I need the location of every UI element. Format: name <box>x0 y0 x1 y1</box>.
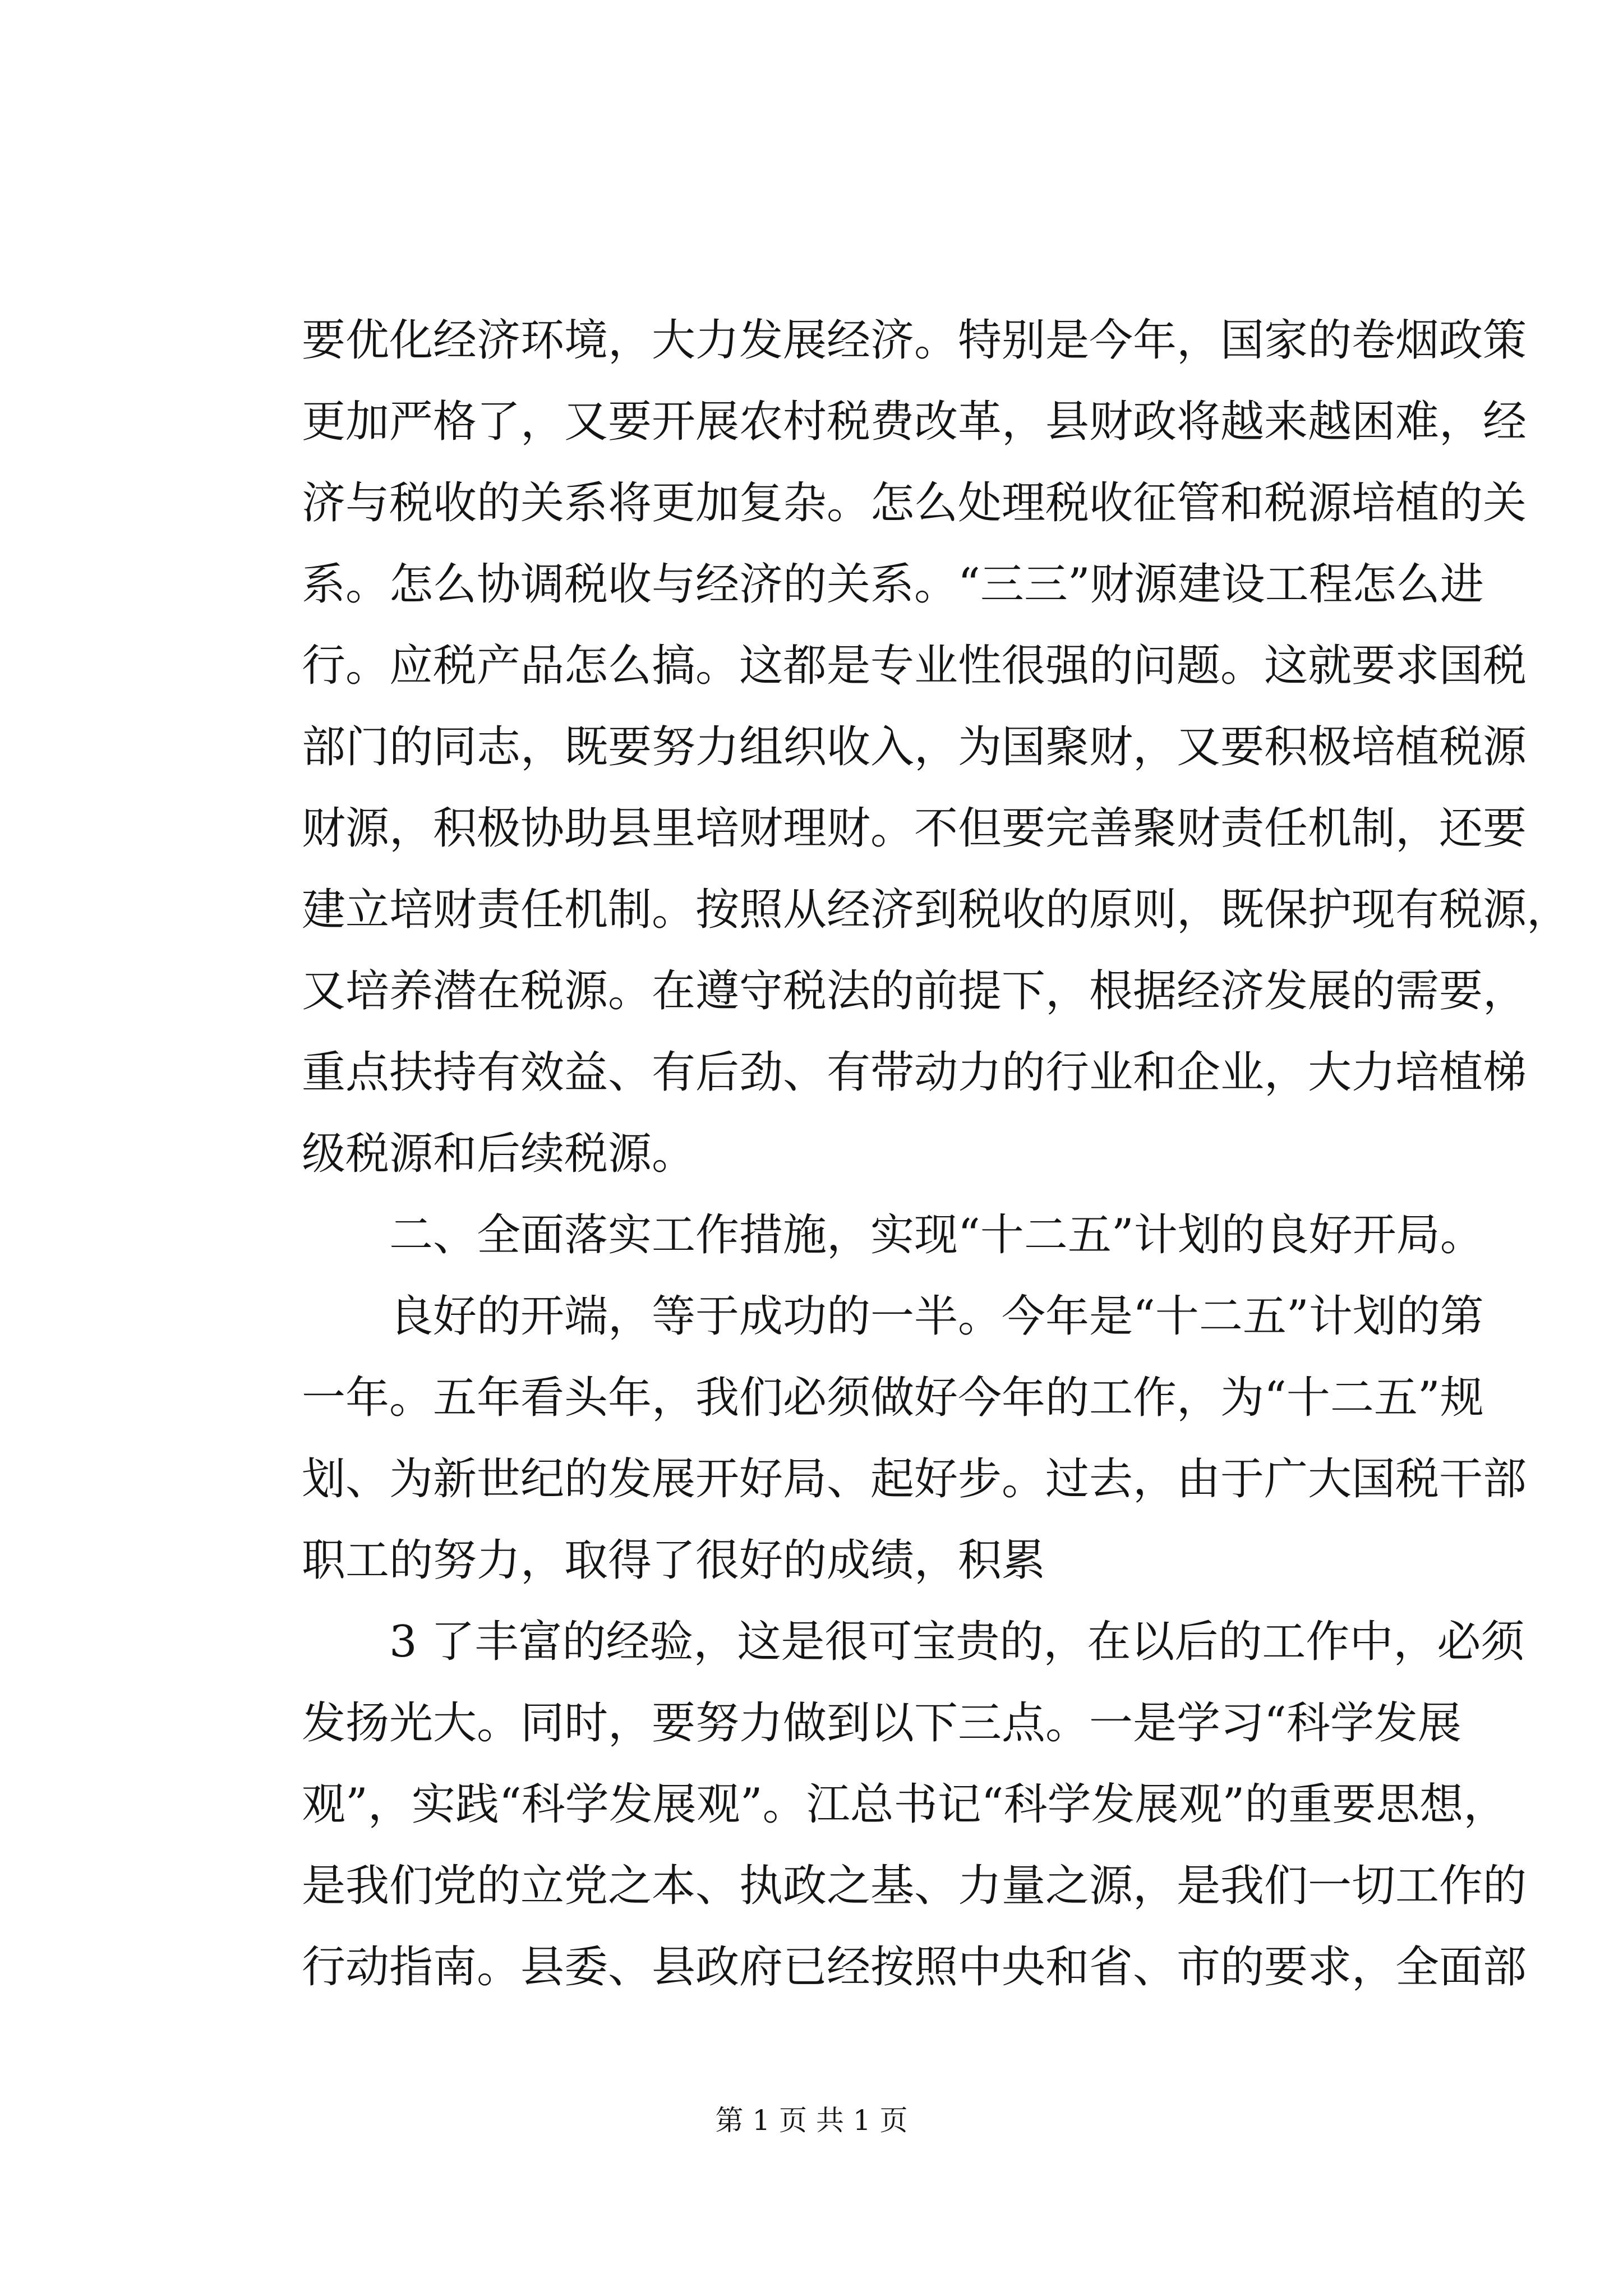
text-line: 级税源和后续税源。 <box>302 1129 696 1179</box>
text-line: 行。应税产品怎么搞。这都是专业性很强的问题。这就要求国税 <box>302 641 1527 691</box>
text-line: 行动指南。县委、县政府已经按照中央和省、市的要求，全面部 <box>302 1942 1527 1993</box>
text-line: 更加严格了，又要开展农村税费改革，县财政将越来越困难，经 <box>302 397 1527 447</box>
text-line: 划、为新世纪的发展开好局、起好步。过去，由于广大国税干部 <box>302 1454 1527 1504</box>
section-heading: 二、全面落实工作措施，实现“十二五”计划的良好开局。 <box>389 1210 1484 1260</box>
text-line: 建立培财责任机制。按照从经济到税收的原则，既保护现有税源， <box>302 885 1571 935</box>
text-line: 良好的开端，等于成功的一半。今年是“十二五”计划的第 <box>389 1291 1484 1342</box>
text-line: 又培养潜在税源。在遵守税法的前提下，根据经济发展的需要， <box>302 966 1527 1016</box>
text-line: 发扬光大。同时，要努力做到以下三点。一是学习“科学发展 <box>302 1698 1461 1749</box>
text-line: 系。怎么协调税收与经济的关系。“三三”财源建设工程怎么进 <box>302 559 1484 610</box>
text-line: 济与税收的关系将更加复杂。怎么处理税收征管和税源培植的关 <box>302 478 1527 528</box>
page-footer: 第 1 页 共 1 页 <box>715 2104 908 2137</box>
text-line: 职工的努力，取得了很好的成绩，积累 <box>302 1535 1046 1586</box>
text-line: 财源，积极协助县里培财理财。不但要完善聚财责任机制，还要 <box>302 803 1527 854</box>
text-line: 是我们党的立党之本、执政之基、力量之源，是我们一切工作的 <box>302 1861 1527 1911</box>
text-line: 部门的同志，既要努力组织收入，为国聚财，又要积极培植税源 <box>302 722 1527 772</box>
text-line: 要优化经济环境，大力发展经济。特别是今年，国家的卷烟政策 <box>302 315 1527 366</box>
text-line: 观”，实践“科学发展观”。江总书记“科学发展观”的重要思想， <box>302 1779 1507 1830</box>
text-line: 一年。五年看头年，我们必须做好今年的工作，为“十二五”规 <box>302 1373 1484 1423</box>
document-body <box>302 300 1571 2008</box>
text-line: 3 了丰富的经验，这是很可宝贵的，在以后的工作中，必须 <box>389 1617 1525 1667</box>
text-line: 重点扶持有效益、有后劲、有带动力的行业和企业，大力培植梯 <box>302 1047 1527 1098</box>
